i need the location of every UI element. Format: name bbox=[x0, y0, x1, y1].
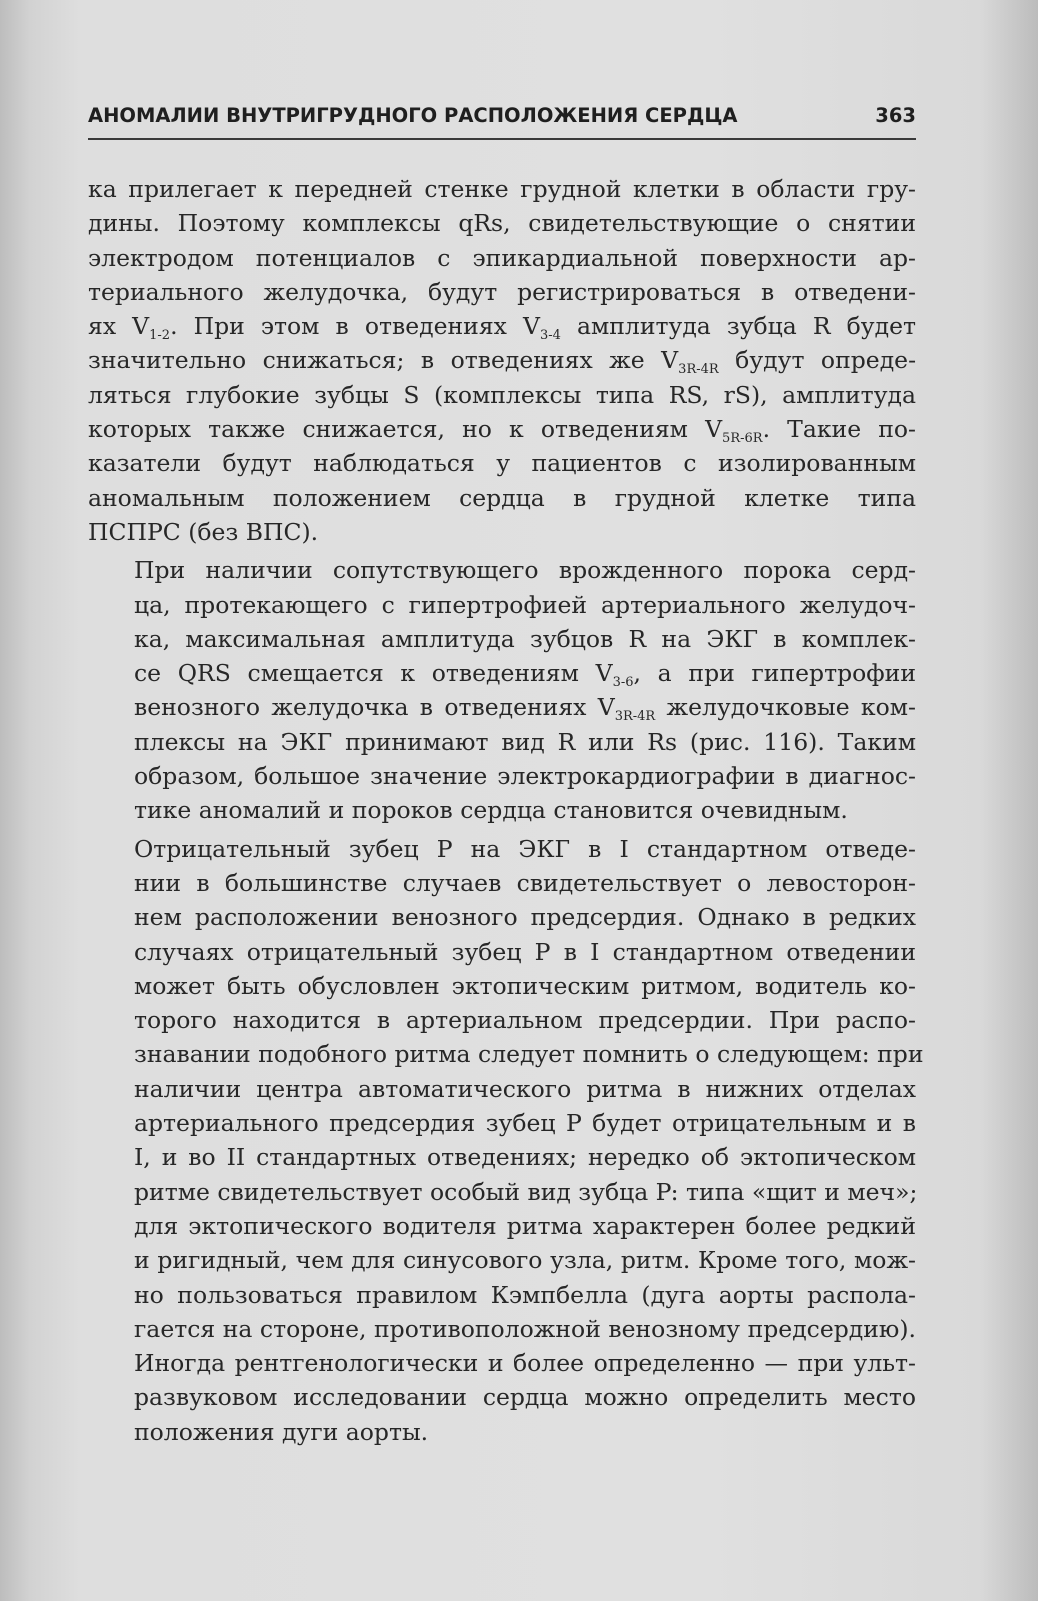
paragraph bbox=[88, 832, 924, 1449]
text-line: знавании подобного ритма следует помнить о следующем: при bbox=[134, 1040, 924, 1069]
text-line: I, и во II стандартных отведениях; нередко об эктопическом bbox=[134, 1143, 916, 1172]
lead-subscript: 5R-6R bbox=[722, 431, 763, 447]
text-line: для эктопического водителя ритма характерен более редкий bbox=[134, 1211, 916, 1240]
text-line: нии в большинстве случаев свидетельствует о левосторон- bbox=[134, 868, 916, 897]
text-line: которых также снижается, но к отведениям $V_{5R-6R}$. Такие по- bbox=[88, 415, 916, 447]
text-line: случаях отрицательный зубец P в I стандартном отведении bbox=[134, 937, 916, 966]
text-line: и ригидный, чем для синусового узла, ритм. Кроме того, мож- bbox=[134, 1246, 916, 1275]
text-line: аномальным положением сердца в грудной клетке типа bbox=[88, 483, 916, 512]
text-line: но пользоваться правилом Кэмпбелла (дуга аорты распола- bbox=[134, 1280, 916, 1309]
text-line: венозного желудочка в отведениях $V_{3R-4R}$ желудочковые ком- bbox=[134, 693, 916, 725]
lead-subscript: 3-6 bbox=[612, 675, 634, 691]
lead-subscript: 1-2 bbox=[149, 328, 171, 344]
text-line: торого находится в артериальном предсердии. При распо- bbox=[134, 1006, 916, 1035]
text-line: электродом потенциалов с эпикардиальной поверхности ар- bbox=[88, 243, 916, 272]
text-line: нем расположении венозного предсердия. Однако в редких bbox=[134, 903, 916, 932]
text-line: дины. Поэтому комплексы qRs, свидетельствующие о снятии bbox=[88, 209, 916, 238]
text-line: ляться глубокие зубцы S (комплексы типа RS, rS), амплитуда bbox=[88, 380, 916, 409]
body-text bbox=[88, 172, 924, 1449]
text-line: При наличии сопутствующего врожденного порока серд- bbox=[134, 556, 916, 585]
paragraph bbox=[88, 172, 916, 549]
text-line: артериального предсердия зубец P будет отрицательным и в bbox=[134, 1109, 916, 1138]
text-line: может быть обусловлен эктопическим ритмом, водитель ко- bbox=[134, 971, 916, 1000]
text-line: ка, максимальная амплитуда зубцов R на ЭКГ в комплек- bbox=[134, 624, 916, 653]
lead-subscript: 3-4 bbox=[539, 328, 561, 344]
text-line: ца, протекающего с гипертрофией артериального желудоч- bbox=[134, 590, 916, 619]
text-line: наличии центра автоматического ритма в нижних отделах bbox=[134, 1074, 916, 1103]
text-line: положения дуги аорты. bbox=[134, 1417, 429, 1446]
text-line: ритме свидетельствует особый вид зубца P: типа «щит и меч»; bbox=[134, 1177, 918, 1206]
text-line: тике аномалий и пороков сердца становится очевидным. bbox=[134, 796, 848, 825]
chapter-title: АНОМАЛИИ ВНУТРИГРУДНОГО РАСПОЛОЖЕНИЯ СЕРДЦА bbox=[88, 104, 738, 127]
text-line: териального желудочка, будут регистрироваться в отведени- bbox=[88, 277, 916, 306]
running-header bbox=[88, 104, 916, 140]
text-line: ях $V_{1-2}$. При этом в отведениях $V_{3-4}$ амплитуда зубца R будет bbox=[88, 312, 916, 344]
text-line: Отрицательный зубец P на ЭКГ в I стандартном отведе- bbox=[134, 834, 916, 863]
text-line: ПСПРС (без ВПС). bbox=[88, 517, 319, 546]
text-line: Иногда рентгенологически и более определенно — при ульт- bbox=[134, 1349, 916, 1378]
text-line: ка прилегает к передней стенке грудной клетки в области гру- bbox=[88, 175, 916, 203]
text-line: гается на стороне, противоположной венозному предсердию). bbox=[134, 1314, 916, 1343]
text-line: казатели будут наблюдаться у пациентов с изолированным bbox=[88, 449, 916, 478]
page-number: 363 bbox=[875, 104, 916, 127]
text-line: значительно снижаться; в отведениях же $V_{3R-4R}$ будут опреде- bbox=[88, 346, 917, 378]
lead-subscript: 3R-4R bbox=[678, 362, 719, 378]
lead-subscript: 3R-4R bbox=[614, 709, 656, 725]
text-line: развуковом исследовании сердца можно определить место bbox=[134, 1383, 916, 1412]
text-line: се QRS смещается к отведениям $V_{3-6}$, а при гипертрофии bbox=[134, 659, 916, 691]
paragraph bbox=[88, 553, 916, 827]
text-line: образом, большое значение электрокардиографии в диагнос- bbox=[134, 762, 916, 791]
text-line: плексы на ЭКГ принимают вид R или Rs (рис. 116). Таким bbox=[134, 727, 916, 756]
